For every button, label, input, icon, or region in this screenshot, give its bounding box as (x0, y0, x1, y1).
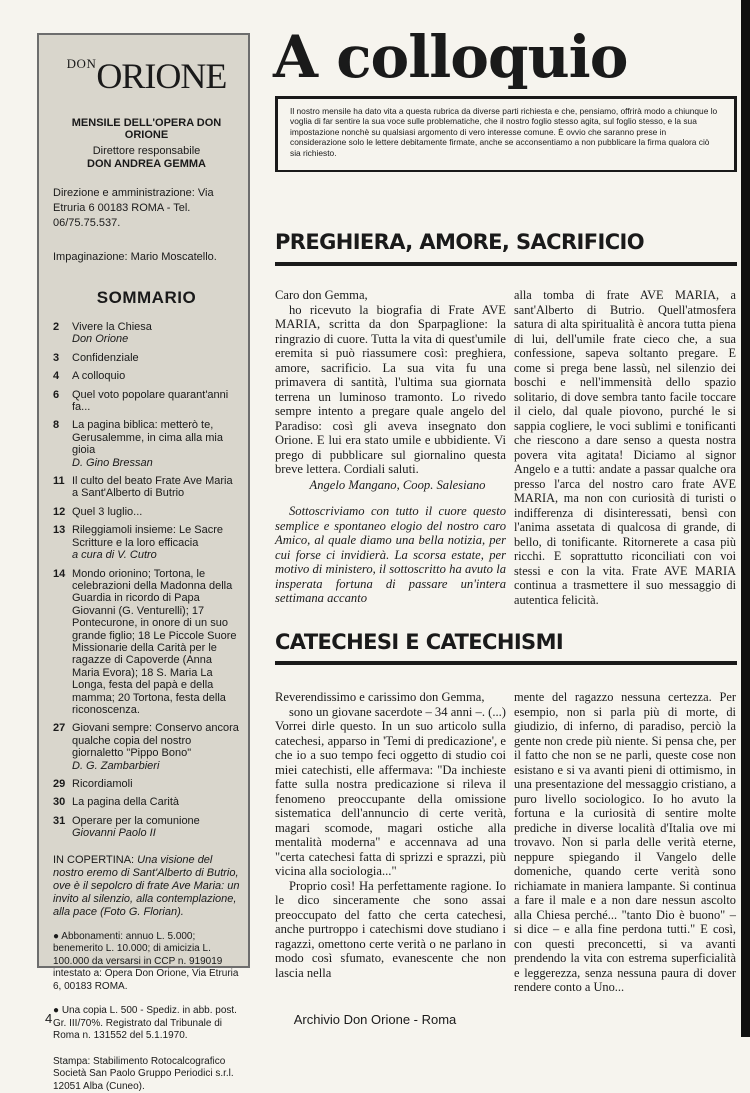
toc-item (53, 568, 240, 717)
toc-item (53, 815, 240, 840)
letter-signature: Angelo Mangano, Coop. Salesiano (309, 477, 486, 492)
toc-title: Confidenziale (72, 351, 139, 364)
toc-title: Vivere la Chiesa (72, 321, 152, 333)
toc-page-number: 27 (53, 722, 66, 735)
toc-title: La pagina della Carità (72, 796, 180, 809)
director-label: Direttore responsabile (92, 145, 201, 157)
toc-page-number: 31 (53, 814, 66, 827)
toc-entry (72, 389, 240, 414)
toc-entry (72, 321, 240, 346)
toc-title: Ricordiamoli (72, 778, 133, 790)
toc-author: a cura di V. Cutro (72, 549, 157, 562)
section-divider (275, 262, 737, 266)
toc-item (53, 321, 240, 346)
page-number: 4 (45, 1011, 53, 1026)
toc-author: Don Orione (72, 333, 129, 346)
toc-title: Mondo orionino; Tortona, le celebrazioni della Madonna della Guardia in ricordo di Papa Giovanni (G. Venturelli); 17 Pontecurone, in onore di un suo grande figlio; 18 Le Piccole Suore Missionarie della Carità per le ragazze di Capoverde (Anna Maria Evora); 18 S. Maria La Longa, festa del papà e della mamma; 20 Tortona, festa della riconoscenza. (72, 567, 237, 716)
toc-item (53, 506, 240, 518)
toc-item (53, 475, 240, 500)
director-name: DON ANDREA GEMMA (87, 158, 206, 170)
cover-caption (53, 854, 240, 919)
sommario-title: SOMMARIO (96, 288, 197, 307)
toc-page-number: 8 (53, 419, 60, 432)
toc-page-number: 13 (53, 524, 66, 537)
sidebar-masthead (37, 33, 250, 1092)
catechesi-body-2: Proprio così! Ha perfettamente ragione. Io le dico sinceramente che sono assai preoccupato del fatto che certa catechesi, anche purtroppo i catechismi dove studiano i ragazzi, omettono certe verità o ne parlano in modo così sfumato, evanescente che non lascia nella (275, 878, 506, 980)
letter-salutation: Caro don Gemma, (275, 288, 368, 302)
toc-entry (72, 475, 240, 500)
toc-entry (72, 506, 240, 518)
toc-entry (72, 370, 240, 382)
layout-credit: Impaginazione: Mario Moscatello. (53, 251, 217, 263)
archive-footer: Archivio Don Orione - Roma (293, 1012, 457, 1027)
toc-item (53, 352, 240, 364)
intro-box: Il nostro mensile ha dato vita a questa rubrica da diverse parti richiesta e che, pensiamo, offrirà modo a chiunque lo voglia di far sentire la sua voce sulle problematiche, che il nostro foglio stesso agita, sul foglio stesso, e la sua impostazione nonchè su qualsiasi argomento di vero interesse comune. È ovvio che saranno prese in considerazione solo le lettere debitamente firmate, anche se acconsentiamo a non pubblicare la firma qualora ciò sia richiesto. (275, 96, 737, 172)
toc-entry (72, 524, 240, 561)
toc-entry (72, 796, 240, 808)
toc-page-number: 29 (53, 778, 66, 790)
table-of-contents (53, 321, 240, 840)
toc-title: Il culto del beato Frate Ave Maria a Sant'Alberto di Butrio (72, 475, 233, 500)
toc-title: Rileggiamoli insieme: Le Sacre Scritture e la loro efficacia (72, 524, 224, 549)
section-heading-preghiera: PREGHIERA, AMORE, SACRIFICIO (275, 230, 644, 254)
toc-title: Giovani sempre: Conservo ancora qualche copia del nostro giornaletto "Pippo Bono" (72, 722, 239, 760)
toc-page-number: 3 (53, 351, 60, 364)
subscriptions (53, 931, 240, 994)
toc-title: Operare per la comunione (72, 814, 200, 827)
toc-entry (72, 568, 240, 717)
toc-page-number: 4 (53, 370, 60, 383)
toc-page-number: 2 (53, 321, 60, 333)
toc-page-number: 12 (53, 505, 66, 518)
page-edge (741, 0, 750, 1037)
cover-text: Una visione del nostro eremo di Sant'Alberto di Butrio, ove è il sepolcro di frate Ave Maria: un invito al silenzio, alla contemplazione, alla pace (Foto G. Florian). (53, 853, 240, 918)
address: Direzione e amministrazione: Via Etruria 6 00183 ROMA - Tel. 06/75.75.537. (53, 187, 214, 229)
toc-title: Quel voto popolare quarant'anni fa... (72, 388, 229, 414)
printer-info: Stampa: Stabilimento Rotocalcografico Società San Paolo Gruppo Periodici s.r.l. 12051 Alba (Cuneo). (53, 1055, 234, 1092)
letter-column (275, 288, 506, 606)
cover-lead: IN COPERTINA: (53, 853, 135, 866)
toc-entry (72, 778, 240, 790)
catechesi-body-1: sono un giovane sacerdote – 34 anni –. (...) Vorrei dirle questo. In un suo articolo sulla catechesi, apparso in 'Temi di predicazione', e che io a suo tempo feci oggetto di studio coi miei catechisti, elle affermava: "Da inchieste fatte sulla nostra predicazione si rileva il fenomeno preoccupante della omissione sistematica dell'annuncio di certe verità, magari scomode, magari ostiche alla mentalità moderna" e accennava ad una "certa catechesi fatta di sprizzi e sprazzi, più vicina alla sociologia..." (275, 704, 506, 878)
toc-title: A colloquio (72, 370, 126, 383)
toc-author: Giovanni Paolo II (72, 827, 156, 840)
toc-title: Quel 3 luglio... (72, 505, 143, 518)
toc-page-number: 6 (53, 388, 60, 401)
toc-page-number: 14 (53, 567, 66, 580)
toc-page-number: 30 (53, 796, 66, 809)
catechesi-column-1 (275, 690, 506, 980)
reply-column-2: alla tomba di frate AVE MARIA, a sant'Alberto di Butrio. Quell'atmosfera satura di alta spiritualità è ancora tutta piena di lui, dell'umile frate cieco che, a sua confessione, sapeva soltanto pregare. E come si prega bene lassù, nel silenzio dei boschi e nell'immensità dello spazio solitario, di dove sembra tanto facile toccare il cielo, dal quale piovono, purché le si sappia cogliere, le voci sublimi e tonificanti che riescono a dare senso a questa nostra povera vita agitata! Diciamo al signor Angelo e a tutti: andate a passar qualche ora presso l'arca del nostro caro frate AVE MARIA, ma non con curiosità di turisti o indifferenza di disinteressati, bensì con l'anima assetata di qualcosa di grande, di bello, di tonificante. Ritornerete a casa più ricchi. E soprattutto riconciliati con voi stessi e con la vita. Frate AVE MARIA continua a trasmettere il suo messaggio di autentica felicità. (514, 288, 736, 607)
toc-page-number: 11 (53, 475, 65, 488)
toc-entry (72, 352, 240, 364)
toc-item (53, 778, 240, 790)
toc-author: D. G. Zambarbieri (72, 759, 160, 772)
toc-item (53, 524, 240, 561)
subscriptions-text: Abbonamenti: annuo L. 5.000; benemerito L. 10.000; di amicizia L. 100.000 da versarsi in CCP n. 919019 intestato a: Opera Don Orione, Via Etruria 6, 00183 ROMA. (53, 930, 239, 992)
logo-don: DON (66, 56, 97, 71)
reply-text-1: Sottoscriviamo con tutto il cuore questo semplice e spontaneo elogio del nostro caro Amico, al quale diamo una bella notizia, per cui forse ci invidierà. La scorsa estate, per motivo di ministero, il sottoscritto ha avuto la insperata fortuna di passare un'intera settimana accanto (275, 504, 506, 605)
toc-entry (72, 722, 240, 772)
section-heading-catechesi: CATECHESI E CATECHISMI (275, 630, 564, 654)
toc-item (53, 370, 240, 382)
bullet-icon: ● (53, 1005, 60, 1017)
page-title: A colloquio (273, 23, 628, 91)
toc-item (53, 722, 240, 772)
toc-item (53, 796, 240, 808)
logo (53, 55, 240, 95)
bullet-icon: ● (53, 930, 60, 942)
toc-item (53, 419, 240, 469)
toc-entry (72, 419, 240, 469)
catechesi-column-2: mente del ragazzo nessuna certezza. Per esempio, non si parla più di morte, di giudizio, di inferno, di paradiso, perciò la gente non crede più niente. Si pensa che, per il fatto che non se ne parli, queste cose non esistano e si va avanti pieni di ottimismo, in una presentazione del messaggio cristiano, a puro livello sociologico. Io ho avuto la fortuna e la curiosità di sentire molte prediche in diverse località d'Italia ove mi trovavo. Non si parla delle verità eterne, neppure spiegando il Vangelo delle domeniche, quando certe verità sono richiamate in maniera lampante. Si continua a fare il male e a non dare nessun ascolto alla Chiesa perché... "tanto Dio è buono" – si dice – e alla fine perdona tutti." E così, con questi preconcetti, si va avanti prendendo la vita con estrema superficialità e leggerezza, senza nessuna paura di dover rendere conto a Uno... (514, 690, 736, 994)
publication-title: MENSILE DELL'OPERA DON ORIONE (71, 117, 222, 141)
catechesi-salutation: Reverendissimo e carissimo don Gemma, (275, 690, 485, 704)
toc-author: D. Gino Bressan (72, 456, 153, 469)
logo-orione: ORIONE (96, 56, 227, 96)
toc-item (53, 389, 240, 414)
section-divider (275, 661, 737, 665)
postal-text: Una copia L. 500 - Spediz. in abb. post. Gr. III/70%. Registrato dal Tribunale di Roma n. 131552 del 5.1.1970. (53, 1005, 237, 1042)
toc-entry (72, 815, 240, 840)
letter-body: ho ricevuto la biografia di Frate AVE MARIA, scritta da don Sparpaglione: la ringrazio di cuore. Tutta la vita di quest'umile eremita si può riassumere così: preghiera, amore, sacrificio. La sua vita fu una primavera di santità, l'ultima sua giornata terrena un luminoso tramonto. Lo rivedo sempre intento a pregare quale angelo del Paradiso: così gli aveva insegnato don Orione. E lui era stato umile e ubbidiente. Vi prego di pubblicare sul giornalino questa breve lettera. Cordiali saluti. (275, 302, 506, 476)
toc-title: La pagina biblica: metterò te, Gerusalemme, in cima alla mia gioia (72, 419, 223, 457)
